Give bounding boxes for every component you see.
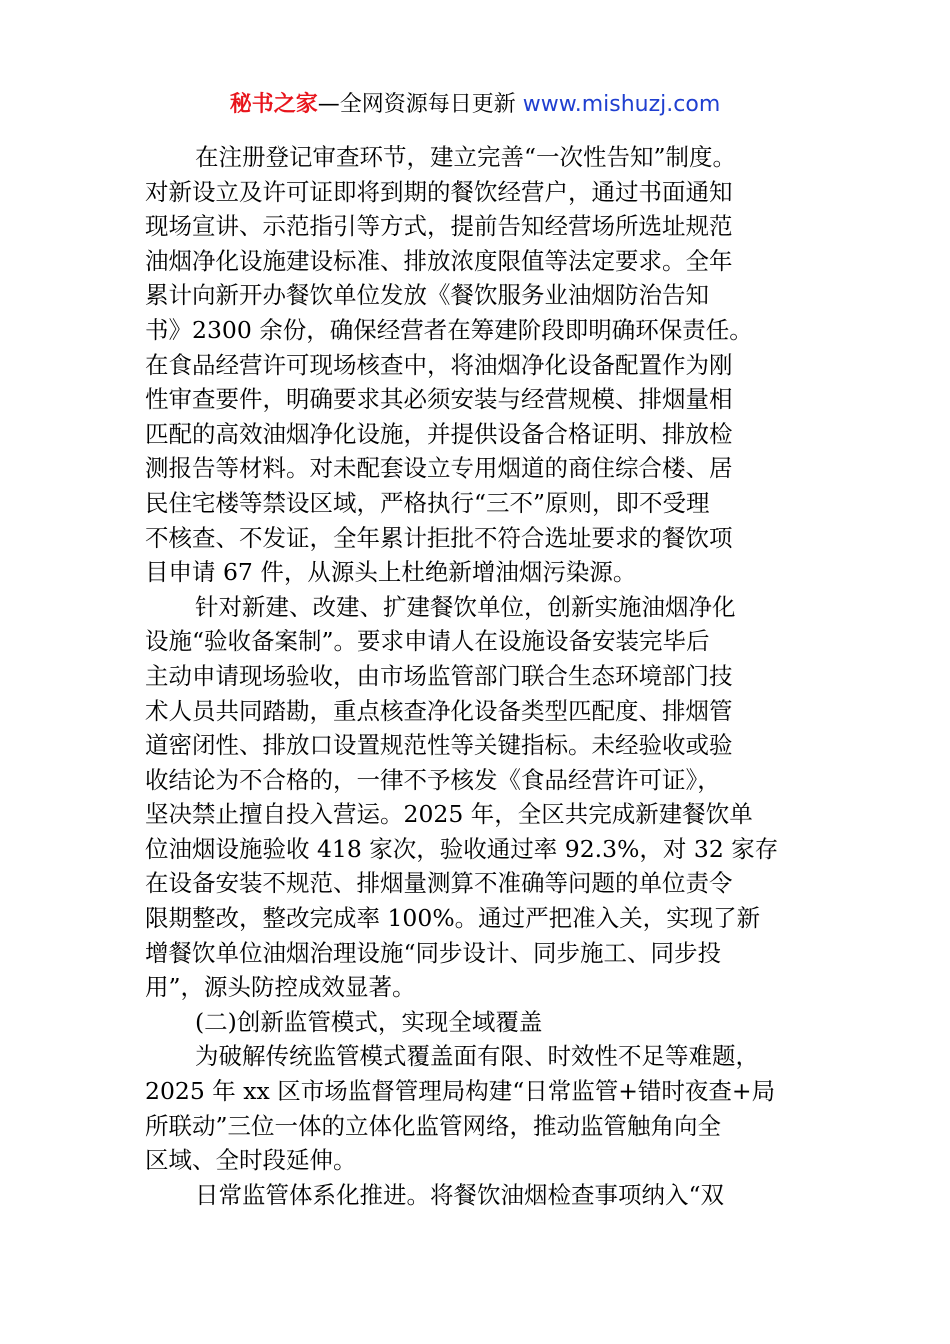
header-brand: 秘书之家 xyxy=(229,92,318,117)
text-line: 2025 年 xx 区市场监督管理局构建“日常监管+错时夜查+局 xyxy=(145,1077,776,1106)
text-line: 增餐饮单位油烟治理设施“同步设计、同步施工、同步投 xyxy=(145,938,722,967)
header-tagline: —全网资源每日更新 xyxy=(317,92,523,117)
text-line: 区域、全时段延伸。 xyxy=(145,1146,357,1175)
text-line: 位油烟设施验收 418 家次，验收通过率 92.3%，对 32 家存 xyxy=(145,834,779,863)
text-line: 限期整改，整改完成率 100%。通过严把准入关，实现了新 xyxy=(145,904,761,933)
text-line: 目申请 67 件，从源头上杜绝新增油烟污染源。 xyxy=(145,558,637,587)
text-line: 匹配的高效油烟净化设施，并提供设备合格证明、排放检 xyxy=(145,419,733,448)
text-line: 书》2300 余份，确保经营者在筹建阶段即明确环保责任。 xyxy=(145,315,753,344)
text-line: 所联动”三位一体的立体化监管网络，推动监管触角向全 xyxy=(145,1111,722,1140)
text-line: 油烟净化设施建设标准、排放浓度限值等法定要求。全年 xyxy=(145,246,733,275)
text-line: 主动申请现场验收，由市场监管部门联合生态环境部门技 xyxy=(145,661,733,690)
text-line: 术人员共同踏勘，重点核查净化设备类型匹配度、排烟管 xyxy=(145,696,733,725)
text-line: 针对新建、改建、扩建餐饮单位，创新实施油烟净化 xyxy=(195,592,736,621)
header-site-link[interactable]: www.mishuzj.com xyxy=(522,92,721,117)
text-line: 收结论为不合格的，一律不予核发《食品经营许可证》， xyxy=(145,765,721,794)
text-line: 在食品经营许可现场核查中，将油烟净化设备配置作为刚 xyxy=(145,350,733,379)
text-line: 测报告等材料。对未配套设立专用烟道的商住综合楼、居 xyxy=(145,454,733,483)
document-body xyxy=(145,140,813,1212)
text-line: 累计向新开办餐饮单位发放《餐饮服务业油烟防治告知 xyxy=(145,281,709,310)
text-line: 性审查要件，明确要求其必须安装与经营规模、排烟量相 xyxy=(145,385,733,414)
text-line: 为破解传统监管模式覆盖面有限、时效性不足等难题， xyxy=(195,1042,759,1071)
text-line: 在注册登记审查环节，建立完善“一次性告知”制度。 xyxy=(195,143,737,171)
page-header xyxy=(0,88,950,122)
text-line: 在设备安装不规范、排烟量测算不准确等问题的单位责令 xyxy=(145,869,733,898)
text-line: 日常监管体系化推进。将餐饮油烟检查事项纳入“双 xyxy=(195,1180,725,1209)
text-line: 对新设立及许可证即将到期的餐饮经营户，通过书面通知 xyxy=(145,177,733,206)
text-line: 道密闭性、排放口设置规范性等关键指标。未经验收或验 xyxy=(145,731,733,760)
text-line: 设施“验收备案制”。要求申请人在设施设备安装完毕后 xyxy=(145,627,710,656)
text-line: 现场宣讲、示范指引等方式，提前告知经营场所选址规范 xyxy=(145,212,733,241)
text-line: 坚决禁止擅自投入营运。2025 年，全区共完成新建餐饮单 xyxy=(145,800,753,829)
text-line: 不核查、不发证，全年累计拒批不符合选址要求的餐饮项 xyxy=(145,523,733,552)
text-line: (二)创新监管模式，实现全域覆盖 xyxy=(195,1007,543,1036)
text-line: 民住宅楼等禁设区域，严格执行“三不”原则，即不受理 xyxy=(145,488,710,517)
text-line: 用”，源头防控成效显著。 xyxy=(145,973,416,1002)
